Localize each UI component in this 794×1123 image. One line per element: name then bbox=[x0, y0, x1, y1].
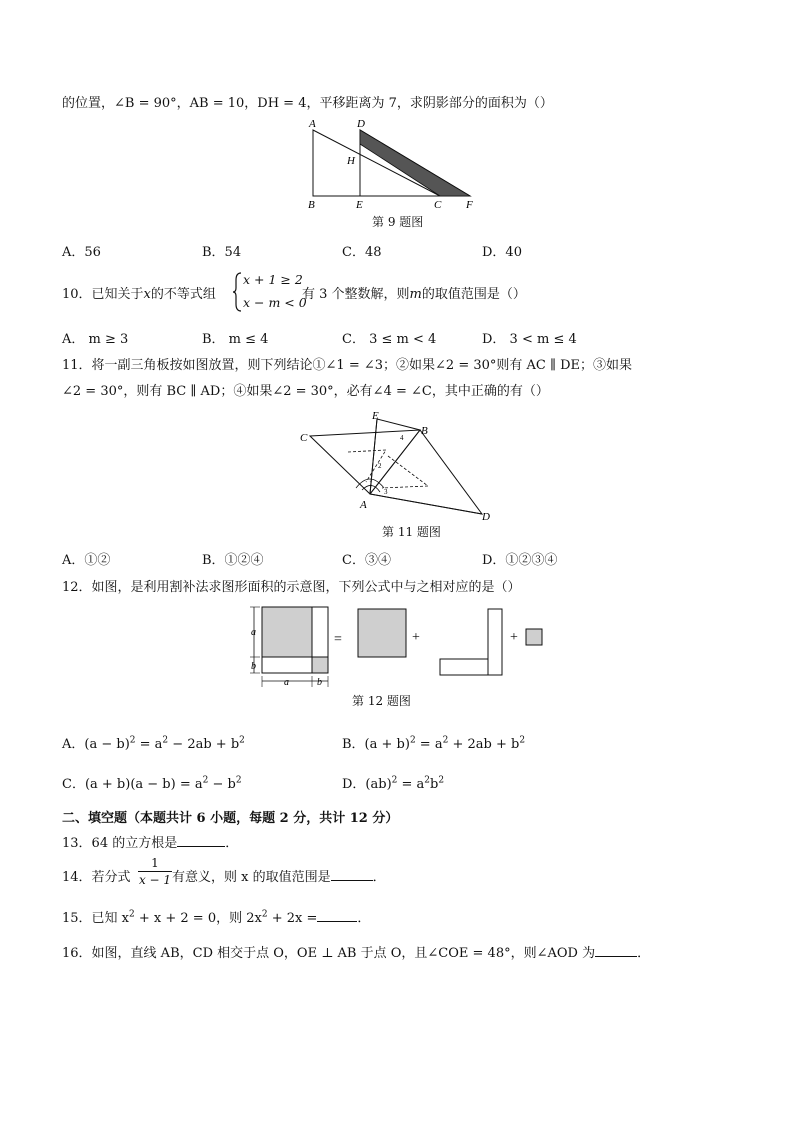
plus-sign-1: + bbox=[412, 630, 420, 645]
label-D: D bbox=[482, 511, 490, 523]
plus-sign-2: + bbox=[510, 630, 518, 645]
q9-option-b[interactable]: B．54 bbox=[202, 245, 242, 260]
q10-system-line1: x + 1 ≥ 2 bbox=[243, 272, 303, 287]
equals-sign: = bbox=[334, 632, 342, 647]
label-D: D bbox=[357, 118, 365, 130]
label-b-left: b bbox=[251, 661, 256, 672]
label-C: C bbox=[434, 199, 442, 211]
q14-answer-blank[interactable] bbox=[331, 868, 373, 881]
q10-option-a[interactable]: A． m ≥ 3 bbox=[62, 332, 129, 347]
q13: 13．64 的立方根是 ． bbox=[62, 836, 239, 851]
label-E: E bbox=[356, 199, 363, 211]
angle-3: 3 bbox=[384, 488, 388, 496]
q11-figure bbox=[296, 404, 506, 524]
q12-option-c[interactable]: C．$(a + b)(a - b) = a^2 - b^2$ bbox=[62, 775, 242, 792]
label-a-bottom: a bbox=[284, 677, 289, 688]
q10-stem-tail: 有 3 个整数解，则m的取值范围是（） bbox=[302, 287, 526, 302]
q11-stem-line1: 11．将一副三角板按如图放置，则下列结论①∠1 = ∠3；②如果∠2 = 30°则有 AC ∥ DE；③如果 bbox=[62, 358, 633, 373]
q10-system-line2: x − m < 0 bbox=[243, 295, 307, 310]
q11-stem-line2: ∠2 = 30°，则有 BC ∥ AD；④如果∠2 = 30°，必有∠4 = ∠C，其中正确的有（） bbox=[62, 384, 549, 399]
q11-option-d[interactable]: D．①②③④ bbox=[482, 553, 558, 568]
q12-caption: 第 12 题图 bbox=[352, 694, 411, 708]
q16-answer-blank[interactable] bbox=[595, 944, 637, 957]
q10-option-d[interactable]: D． 3 < m ≤ 4 bbox=[482, 332, 577, 347]
q11-option-c[interactable]: C．③④ bbox=[342, 553, 391, 568]
q12-option-a[interactable]: A．$(a - b)^2 = a^2 - 2ab + b^2$ bbox=[62, 735, 245, 752]
q10-stem: 10．已知关于x的不等式组 bbox=[62, 287, 216, 302]
q12-option-b[interactable]: B．$(a + b)^2 = a^2 + 2ab + b^2$ bbox=[342, 735, 526, 752]
label-H: H bbox=[347, 155, 355, 167]
q12-stem: 12．如图，是利用割补法求图形面积的示意图，下列公式中与之相对应的是（） bbox=[62, 580, 521, 595]
q11-caption: 第 11 题图 bbox=[382, 525, 441, 539]
q13-answer-blank[interactable] bbox=[177, 834, 225, 847]
q11-option-a[interactable]: A．①② bbox=[62, 553, 111, 568]
q11-option-b[interactable]: B．①②④ bbox=[202, 553, 264, 568]
label-A: A bbox=[309, 118, 316, 130]
q10-option-b[interactable]: B． m ≤ 4 bbox=[202, 332, 269, 347]
q9-option-a[interactable]: A．56 bbox=[62, 245, 101, 260]
label-A: A bbox=[360, 499, 367, 511]
q10-option-c[interactable]: C． 3 ≤ m < 4 bbox=[342, 332, 437, 347]
q14-fraction: 1 x − 1 bbox=[138, 856, 172, 887]
q16: 16．如图，直线 AB，CD 相交于点 O，OE ⊥ AB 于点 O，且∠COE = 48°，则∠AOD 为 ． bbox=[62, 946, 651, 961]
q9-option-c[interactable]: C．48 bbox=[342, 245, 382, 260]
q10-brace bbox=[233, 272, 243, 312]
label-a-left: a bbox=[251, 627, 256, 638]
q9-figure bbox=[300, 116, 500, 216]
section2-title: 二、填空题（本题共计 6 小题，每题 2 分，共计 12 分） bbox=[62, 811, 399, 826]
label-C: C bbox=[300, 432, 308, 444]
q9-option-d[interactable]: D．40 bbox=[482, 245, 522, 260]
label-F: F bbox=[466, 199, 473, 211]
q9-stem: 的位置，∠B = 90°，AB = 10，DH = 4，平移距离为 7，求阴影部分的面积为（） bbox=[62, 96, 553, 111]
angle-1: 1 bbox=[369, 480, 373, 488]
q12-figure bbox=[248, 603, 548, 693]
q15: 15．已知 $x^2 + x + 2 = 0$，则 $2x^2 + 2x$ = ． bbox=[62, 909, 371, 926]
label-E: E bbox=[372, 410, 379, 422]
label-b-bottom: b bbox=[317, 677, 322, 688]
q15-answer-blank[interactable] bbox=[317, 909, 357, 922]
label-B: B bbox=[421, 425, 428, 437]
label-B: B bbox=[308, 199, 315, 211]
q9-caption: 第 9 题图 bbox=[372, 215, 424, 229]
angle-2: 2 bbox=[378, 462, 382, 470]
q12-option-d[interactable]: D．$(ab)^2 = a^2b^2$ bbox=[342, 775, 445, 792]
angle-4: 4 bbox=[400, 434, 404, 442]
